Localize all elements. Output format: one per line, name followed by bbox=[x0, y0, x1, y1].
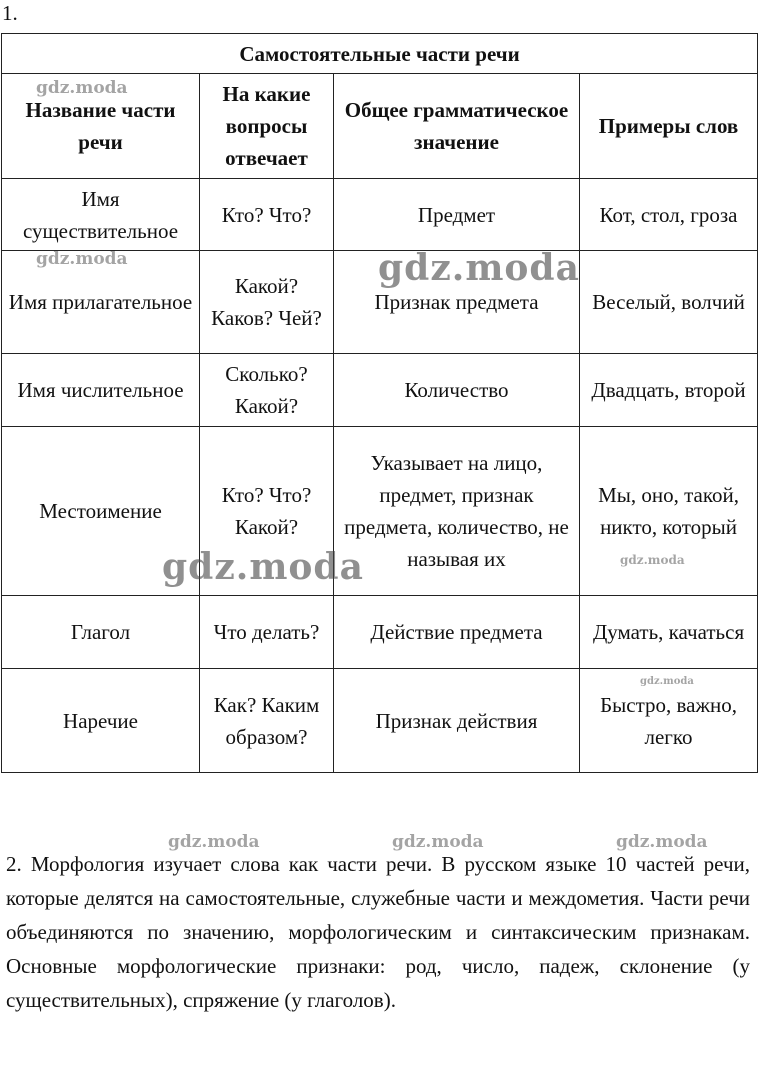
cell-part-name: Наречие bbox=[2, 669, 200, 773]
table-row bbox=[2, 596, 758, 669]
cell-meaning: Предмет bbox=[334, 179, 580, 251]
cell-questions: Что делать? bbox=[200, 596, 334, 669]
table-caption: Самостоятельные части речи bbox=[2, 34, 758, 74]
cell-meaning: Признак предмета bbox=[334, 251, 580, 354]
cell-meaning: Количество bbox=[334, 354, 580, 427]
cell-meaning: Признак действия bbox=[334, 669, 580, 773]
watermark: gdz.moda bbox=[620, 553, 685, 567]
table-row bbox=[2, 354, 758, 427]
table-row bbox=[2, 179, 758, 251]
cell-examples: Веселый, волчий bbox=[580, 251, 758, 354]
cell-questions: Какой? Каков? Чей? bbox=[200, 251, 334, 354]
watermark: gdz.moda bbox=[36, 249, 128, 269]
cell-questions: Кто? Что? bbox=[200, 179, 334, 251]
cell-part-name: Глагол bbox=[2, 596, 200, 669]
cell-questions: Сколько? Какой? bbox=[200, 354, 334, 427]
table-row bbox=[2, 669, 758, 773]
cell-meaning: Действие предмета bbox=[334, 596, 580, 669]
cell-part-name: Имя числительное bbox=[2, 354, 200, 427]
header-part-name: Название части речи bbox=[2, 74, 200, 179]
cell-part-name: Имя существительное bbox=[2, 179, 200, 251]
cell-part-name: Имя прилагательное bbox=[2, 251, 200, 354]
cell-questions: Как? Каким образом? bbox=[200, 669, 334, 773]
watermark: gdz.moda bbox=[162, 546, 364, 588]
cell-examples: Думать, качаться bbox=[580, 596, 758, 669]
morphology-paragraph: 2. Морфология изучает слова как части речи. В русском языке 10 частей речи, которые делятся на самостоятельные, служебные части и междометия. Части речи объединяются по значению, морфологическим и синтаксическим признакам. Основные морфологические признаки: род, число, падеж, склонение (у существительных), спряжение (у глаголов). bbox=[6, 852, 750, 1012]
watermark: gdz.moda bbox=[168, 832, 260, 852]
watermark: gdz.moda bbox=[392, 832, 484, 852]
table-row bbox=[2, 251, 758, 354]
cell-examples: Двадцать, второй bbox=[580, 354, 758, 427]
parts-of-speech-table bbox=[1, 33, 758, 773]
cell-questions: Кто? Что? Какой? bbox=[200, 427, 334, 596]
item-number: 1. bbox=[2, 1, 18, 25]
cell-part-name: Местоимение bbox=[2, 427, 200, 596]
watermark: gdz.moda bbox=[36, 78, 128, 98]
header-meaning: Общее грамматическое значение bbox=[334, 74, 580, 179]
cell-examples: Мы, оно, такой, никто, который bbox=[580, 427, 758, 596]
watermark: gdz.moda bbox=[640, 676, 694, 687]
table-row bbox=[2, 427, 758, 596]
header-questions: На какие вопросы отвечает bbox=[200, 74, 334, 179]
watermark: gdz.moda bbox=[616, 832, 708, 852]
header-examples: Примеры слов bbox=[580, 74, 758, 179]
cell-examples: Кот, стол, гроза bbox=[580, 179, 758, 251]
watermark: gdz.moda bbox=[378, 247, 580, 289]
cell-examples: Быстро, важно, легко bbox=[580, 669, 758, 773]
cell-meaning: Указывает на лицо, предмет, признак предмета, количество, не называя их bbox=[334, 427, 580, 596]
